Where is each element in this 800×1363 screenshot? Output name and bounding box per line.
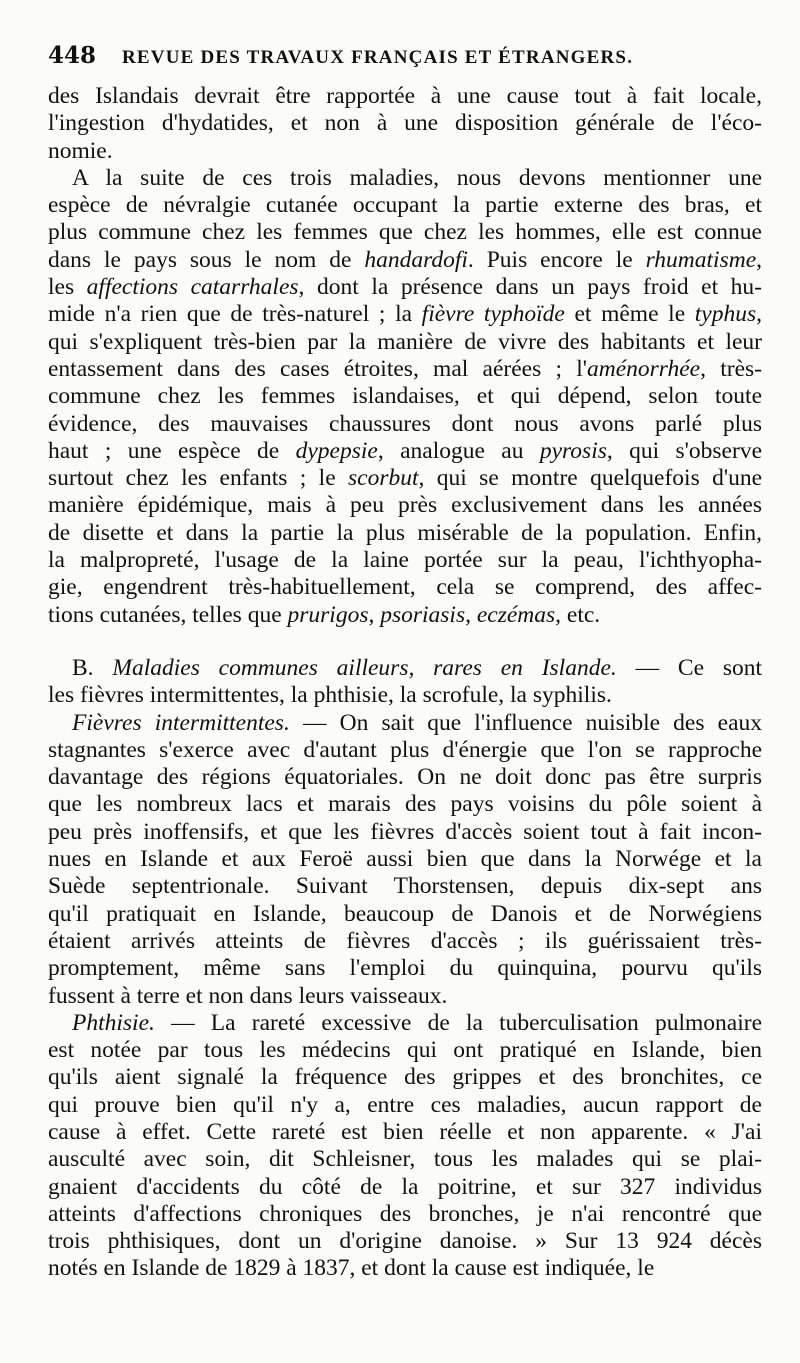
italic-term: aménorrhée — [586, 355, 701, 382]
text-line: que les nombreux lacs et marais des pays voisins du pôle soient à — [48, 791, 762, 818]
text-line: stagnantes s'exerce avec d'autant plus d'énergie que l'on se rapproche — [48, 736, 762, 763]
italic-term: Maladies communes ailleurs, rares en Islande. — [112, 654, 617, 681]
text-line: peu près inoffensifs, et que les fièvres d'accès soient tout à fait incon- — [48, 818, 762, 845]
running-title: REVUE DES TRAVAUX FRANÇAIS ET ÉTRANGERS. — [122, 47, 634, 68]
italic-term: eczémas — [476, 601, 556, 628]
text-line: tions cutanées, telles que prurigos, psoriasis, eczémas, etc. — [48, 601, 601, 628]
text-line: qui prouve bien qu'il n'y a, entre ces maladies, aucun rapport de — [48, 1091, 762, 1118]
text-line: davantage des régions équatoriales. On ne doit donc pas être surpris — [48, 764, 762, 791]
text-line: Suède septentrionale. Suivant Thorstensen, depuis dix-sept ans — [48, 873, 762, 900]
text-line: qu'il pratiquait en Islande, beaucoup de Danois et de Norwégiens — [48, 900, 762, 927]
italic-term: psoriasis — [380, 601, 466, 628]
italic-term: scorbut — [348, 465, 419, 492]
italic-term: rhumatisme — [645, 246, 757, 273]
text-line: notés en Islande de 1829 à 1837, et dont la cause est indiquée, le — [48, 1255, 655, 1282]
text-line: dans le pays sous le nom de handardofi. Puis encore le rhumatisme, — [48, 246, 762, 273]
text-line: trois phthisiques, dont un d'origine danoise. » Sur 13 924 décès — [48, 1228, 762, 1255]
page-number: 448 — [48, 42, 97, 69]
text-line: gie, engendrent très-habituellement, cela se comprend, des affec- — [48, 574, 762, 601]
text-line: de disette et dans la partie la plus misérable de la population. Enfin, — [48, 519, 762, 546]
text-line: promptement, même sans l'emploi du quinquina, pourvu qu'ils — [48, 955, 762, 982]
italic-term: prurigos — [287, 601, 369, 628]
text-line: commune chez les femmes islandaises, et qui dépend, selon toute — [48, 383, 762, 410]
text-line: surtout chez les enfants ; le scorbut, qui se montre quelquefois d'une — [48, 465, 762, 492]
text-line: qu'ils aient signalé la fréquence des grippes et des bronchites, ce — [48, 1064, 762, 1091]
text-line: est notée par tous les médecins qui ont pratiqué en Islande, bien — [48, 1037, 762, 1064]
text-line: évidence, des mauvaises chaussures dont nous avons parlé plus — [48, 410, 762, 437]
text-line: cause à effet. Cette rareté est bien réelle et non apparente. « J'ai — [48, 1118, 762, 1145]
text-line: l'ingestion d'hydatides, et non à une disposition générale de l'éco- — [48, 110, 762, 137]
paragraph — [48, 83, 762, 165]
italic-term: handardofi — [364, 246, 468, 273]
text-line: plus commune chez les femmes que chez les hommes, elle est connue — [48, 219, 762, 246]
text-line: les affections catarrhales, dont la présence dans un pays froid et hu- — [48, 274, 762, 301]
italic-term: dypepsie — [295, 437, 378, 464]
text-line: Fièvres intermittentes. — On sait que l'influence nuisible des eaux — [72, 709, 762, 736]
text-line: haut ; une espèce de dypepsie, analogue au pyrosis, qui s'observe — [48, 437, 762, 464]
paragraph — [48, 710, 762, 1010]
italic-term: Fièvres intermittentes. — [72, 709, 290, 736]
body-text — [48, 83, 762, 1283]
paragraph — [48, 165, 762, 629]
page-header — [48, 42, 760, 72]
text-line: la malpropreté, l'usage de la laine portée sur la peau, l'ichthyopha- — [48, 547, 762, 574]
text-line: qui s'expliquent très-bien par la manière de vivre des habitants et leur — [48, 328, 762, 355]
italic-term: affections catarrhales — [86, 274, 299, 301]
text-line: manière épidémique, mais à peu près exclusivement dans les années — [48, 492, 762, 519]
text-line: étaient arrivés atteints de fièvres d'accès ; ils guérissaient très- — [48, 927, 762, 954]
text-line: entassement dans des cases étroites, mal aérées ; l'aménorrhée, très- — [48, 355, 762, 382]
text-line: espèce de névralgie cutanée occupant la partie externe des bras, et — [48, 192, 762, 219]
text-line: gnaient d'accidents du côté de la poitrine, et sur 327 individus — [48, 1173, 762, 1200]
text-line: Phthisie. — La rareté excessive de la tuberculisation pulmonaire — [72, 1009, 762, 1036]
paragraph — [48, 655, 762, 710]
text-line: ausculté avec soin, dit Schleisner, tous les malades qui se plai- — [48, 1146, 762, 1173]
text-line: B. Maladies communes ailleurs, rares en Islande. — Ce sont — [72, 654, 763, 681]
paragraph — [48, 1010, 762, 1283]
italic-term: pyrosis — [539, 437, 607, 464]
italic-term: typhus — [694, 301, 757, 328]
text-line: atteints d'affections chroniques des bronches, je n'ai rencontré que — [48, 1200, 762, 1227]
text-line: des Islandais devrait être rapportée à une cause tout à fait locale, — [48, 83, 762, 109]
section-gap — [48, 629, 762, 655]
italic-term: Phthisie. — [72, 1009, 155, 1036]
text-line: nomie. — [48, 137, 113, 164]
text-line: nues en Islande et aux Feroë aussi bien que dans la Norwége et la — [48, 846, 762, 873]
text-line: mide n'a rien que de très-naturel ; la fièvre typhoïde et même le typhus, — [48, 301, 762, 328]
text-line: les fièvres intermittentes, la phthisie, la scrofule, la syphilis. — [48, 682, 612, 709]
text-line: fussent à terre et non dans leurs vaisseaux. — [48, 982, 448, 1009]
text-line: A la suite de ces trois maladies, nous devons mentionner une — [72, 164, 762, 191]
italic-term: fièvre typhoïde — [421, 301, 565, 328]
